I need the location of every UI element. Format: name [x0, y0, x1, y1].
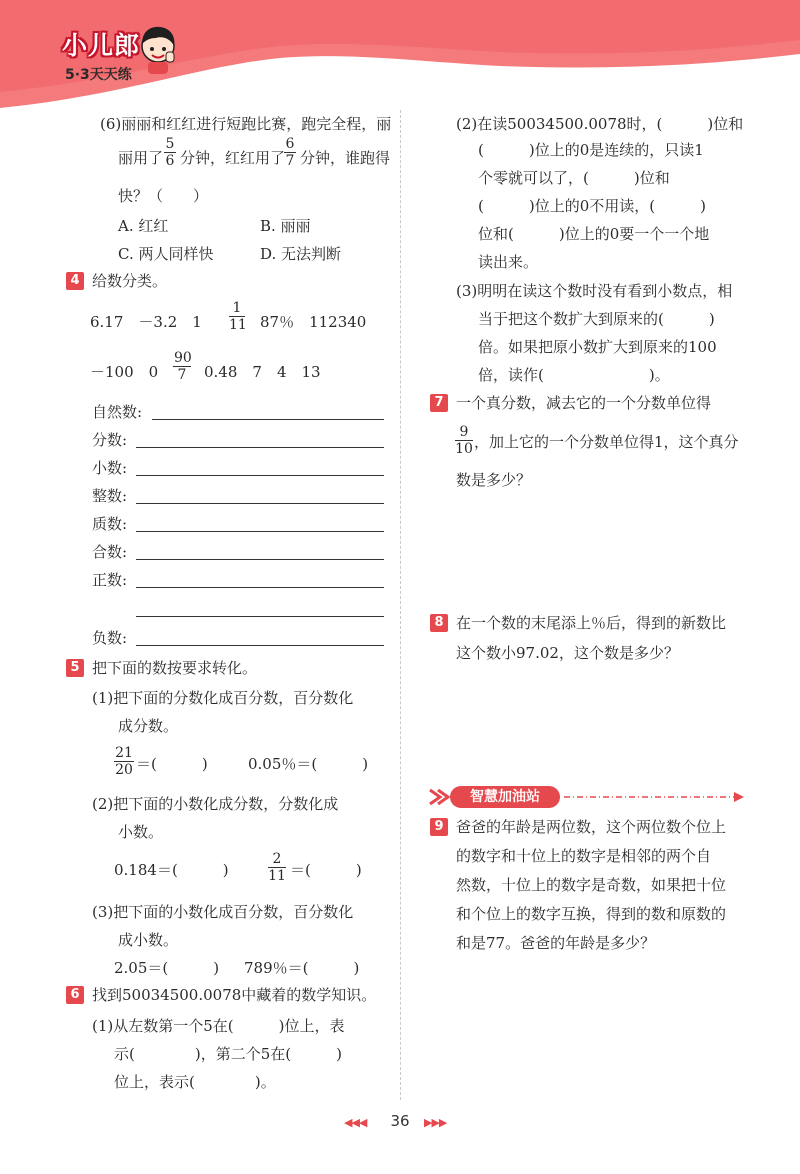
fraction-21-20: $\frac{21}{20}$ [115, 745, 133, 778]
q6-part3-line3: 倍。如果把原小数扩大到原来的100 [478, 338, 717, 356]
q4-numbers-row2b: 0.48 7 4 13 [204, 363, 321, 381]
q5-part3-line1: (3)把下面的小数化成百分数，百分数化 [92, 903, 354, 921]
wisdom-station-banner [428, 784, 748, 810]
question-number-9: 9 [430, 818, 448, 836]
q5-expr5[interactable]: 2.05＝( ) [114, 959, 220, 977]
q6-part2-line6: 读出来。 [478, 253, 539, 271]
q6-part2-line1: (2)在读50034500.0078时，( )位和 [456, 115, 744, 133]
question-number-8: 8 [430, 614, 448, 632]
q6-part1-line1: (1)从左数第一个5在( )位上，表 [92, 1017, 345, 1035]
question-number-7: 7 [430, 394, 448, 412]
question-number-5: 5 [66, 659, 84, 677]
q5-expr4[interactable]: ＝( ) [290, 861, 362, 879]
label-primes: 质数: [92, 515, 128, 533]
answer-line-negative[interactable] [136, 645, 384, 646]
label-composites: 合数: [92, 543, 128, 561]
q4-numbers-row2a: －100 0 [90, 363, 159, 381]
q7-line3: 数是多少？ [456, 471, 532, 489]
answer-line-positive-1[interactable] [136, 587, 384, 588]
label-natural-numbers: 自然数: [92, 403, 143, 421]
q6-part3-line4: 倍，读作( )。 [478, 366, 670, 384]
q3-6-line2a: 丽用了 [118, 149, 164, 167]
fraction-90-7: $\frac{90}{7}$ [174, 350, 192, 383]
q6-title: 找到50034500.0078中藏着的数学知识。 [92, 986, 377, 1004]
q5-part1-line2: 成分数。 [118, 717, 179, 735]
q6-part1-line3: 位上，表示( )。 [114, 1073, 276, 1091]
q6-part2-line3: 个零就可以了，( )位和 [478, 169, 670, 187]
answer-line-composites[interactable] [136, 559, 384, 560]
q6-part3-line1: (3)明明在读这个数时没有看到小数点，相 [456, 282, 733, 300]
banner-label: 智慧加油站 [450, 786, 560, 808]
q8-line2: 这个数小97.02，这个数是多少？ [456, 644, 679, 662]
q3-6-line3: 快？（ ） [118, 187, 209, 205]
q6-part3-line2: 当于把这个数扩大到原来的( ) [478, 310, 715, 328]
answer-line-natural-numbers[interactable] [152, 419, 384, 420]
q3-6-line1: (6)丽丽和红红进行短跑比赛，跑完全程，丽 [100, 115, 392, 133]
q5-part2-line2: 小数。 [118, 823, 164, 841]
q7-line1: 一个真分数，减去它的一个分数单位得 [456, 394, 712, 412]
page-number: 36 [390, 1112, 410, 1130]
fraction-1-11: $\frac{1}{11}$ [229, 300, 247, 333]
q5-part2-line1: (2)把下面的小数化成分数，分数化成 [92, 795, 339, 813]
fraction-5-6: $\frac{5}{6}$ [165, 136, 175, 169]
column-divider [400, 110, 401, 1100]
q9-line1: 爸爸的年龄是两位数，这个两位数个位上 [456, 818, 727, 836]
q9-line5: 和是77。爸爸的年龄是多少？ [456, 934, 656, 952]
series-name: 5·3天天练 [65, 67, 132, 83]
left-arrows-icon: ◀◀◀ [344, 1116, 367, 1129]
q4-numbers-row1a: 6.17 －3.2 1 [90, 313, 202, 331]
fraction-9-10: $\frac{9}{10}$ [455, 424, 473, 457]
q4-title: 给数分类。 [92, 272, 168, 290]
q4-numbers-row1b: 87％ 112340 [260, 313, 367, 331]
question-number-4: 4 [66, 272, 84, 290]
q9-line3: 然数，十位上的数字是奇数，如果把十位 [456, 876, 727, 894]
question-number-6: 6 [66, 986, 84, 1004]
q5-part1-line1: (1)把下面的分数化成百分数，百分数化 [92, 689, 354, 707]
q5-expr1[interactable]: ＝( ) [136, 755, 208, 773]
q5-expr6[interactable]: 789％＝( ) [244, 959, 360, 977]
right-arrows-icon: ▶▶▶ [424, 1116, 447, 1129]
q3-6-line2b: 分钟，红红用了 [180, 149, 286, 167]
answer-line-primes[interactable] [136, 531, 384, 532]
label-decimals: 小数: [92, 459, 128, 477]
label-negative: 负数: [92, 629, 128, 647]
label-positive: 正数: [92, 571, 128, 589]
q9-line4: 和个位上的数字互换，得到的数和原数的 [456, 905, 727, 923]
q6-part1-line2: 示( )，第二个5在( ) [114, 1045, 342, 1063]
fraction-6-7: $\frac{6}{7}$ [285, 136, 295, 169]
q7-line2: ，加上它的一个分数单位得1，这个真分 [474, 433, 739, 451]
q5-part3-line2: 成小数。 [118, 931, 179, 949]
answer-line-positive-2[interactable] [136, 616, 384, 617]
answer-line-integers[interactable] [136, 503, 384, 504]
q9-line2: 的数字和十位上的数字是相邻的两个自 [456, 847, 712, 865]
option-c: C. 两人同样快 [118, 245, 214, 263]
brand-name: 小儿郎 [62, 31, 141, 60]
option-a: A. 红红 [118, 217, 169, 235]
q5-expr3[interactable]: 0.184＝( ) [114, 861, 229, 879]
option-b: B. 丽丽 [260, 217, 311, 235]
answer-line-decimals[interactable] [136, 475, 384, 476]
page-footer [340, 1112, 460, 1132]
q3-6-line2c: 分钟，谁跑得 [300, 149, 391, 167]
q6-part2-line2: ( )位上的0是连续的，只读1 [478, 141, 704, 159]
label-fractions: 分数: [92, 431, 128, 449]
option-d: D. 无法判断 [260, 245, 342, 263]
q5-title: 把下面的数按要求转化。 [92, 659, 258, 677]
label-integers: 整数: [92, 487, 128, 505]
fraction-2-11: $\frac{2}{11}$ [268, 851, 286, 884]
q8-line1: 在一个数的末尾添上％后，得到的新数比 [456, 614, 727, 632]
q6-part2-line5: 位和( )位上的0要一个一个地 [478, 225, 710, 243]
boy-mascot-icon [138, 24, 178, 76]
q5-expr2[interactable]: 0.05％＝( ) [248, 755, 369, 773]
q6-part2-line4: ( )位上的0不用读，( ) [478, 197, 706, 215]
answer-line-fractions[interactable] [136, 447, 384, 448]
